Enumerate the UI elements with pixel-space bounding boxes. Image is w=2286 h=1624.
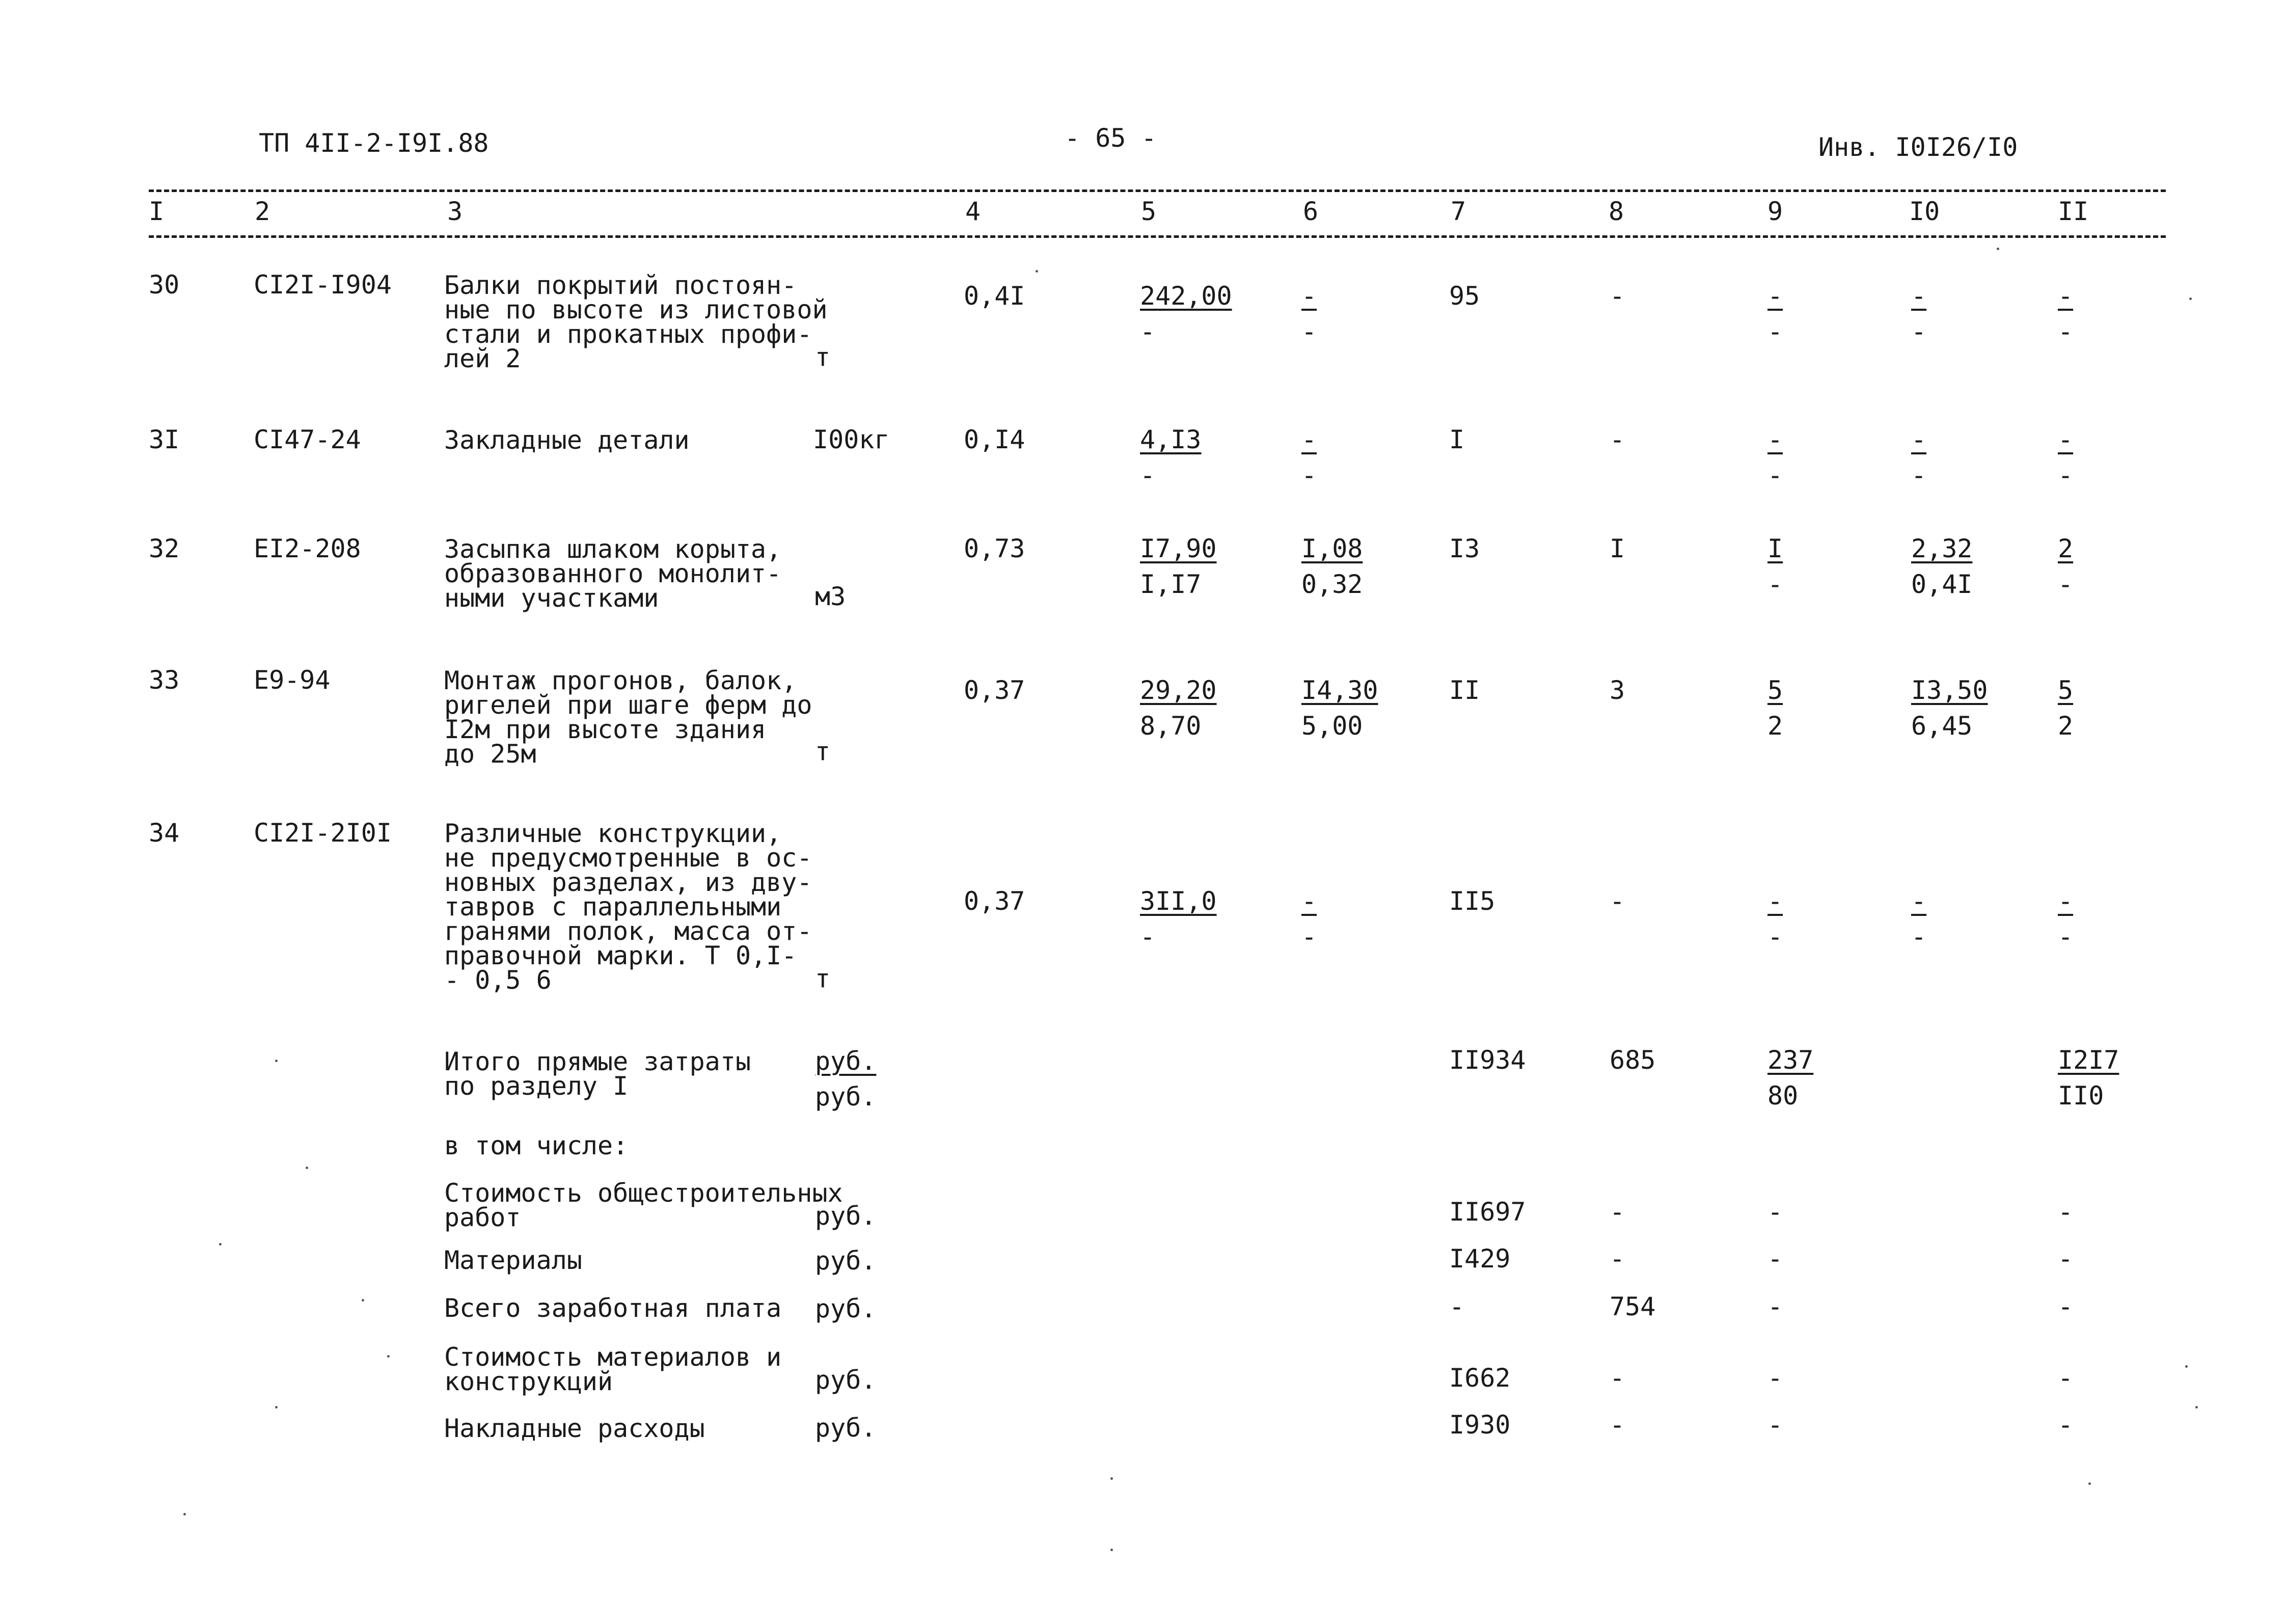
summary-col8: -	[1610, 1197, 1625, 1227]
header-bottom-rule	[149, 235, 2166, 238]
col8-value: I	[1610, 534, 1625, 563]
col5-fraction: 4,I3 -	[1140, 425, 1202, 490]
column-header: 7	[1451, 197, 1466, 226]
col9-fraction: - -	[1767, 281, 1783, 346]
col9-fraction: - -	[1767, 425, 1783, 490]
scan-speck	[219, 1243, 222, 1246]
total-col8: 685	[1610, 1045, 1656, 1075]
row-number: 3I	[149, 425, 180, 454]
including-label: в том числе:	[444, 1131, 629, 1160]
col11-fraction: $\frac{5}{2}$	[2058, 675, 2074, 741]
col6-fraction: $\frac{I,08}{0,32}$	[1301, 534, 1363, 599]
col8-value: -	[1610, 886, 1625, 916]
column-header: 2	[255, 197, 270, 226]
row-code: CI2I-I904	[254, 270, 392, 300]
col6-fraction: - -	[1301, 886, 1317, 952]
col8-value: -	[1610, 281, 1625, 311]
inventory-number: Инв. I0I26/I0	[1818, 132, 2018, 162]
summary-col9: -	[1767, 1244, 1783, 1274]
summary-col9: -	[1767, 1363, 1783, 1393]
row-quantity: 0,73	[964, 534, 1025, 563]
summary-unit: руб.	[815, 1413, 877, 1443]
total-label: Итого прямые затраты по разделу I	[444, 1047, 751, 1101]
col7-value: II5	[1449, 886, 1495, 916]
row-unit: т	[815, 964, 831, 993]
total-unit: руб.	[815, 1082, 877, 1112]
summary-col11: -	[2058, 1244, 2074, 1274]
summary-col7: I930	[1449, 1410, 1511, 1440]
summary-col8: -	[1610, 1244, 1625, 1274]
summary-col8: -	[1610, 1363, 1625, 1393]
scan-speck	[362, 1299, 364, 1302]
col11-fraction: 2 -	[2058, 534, 2074, 599]
col5-fraction: $\frac{I7,90}{I,I7}$	[1140, 534, 1217, 599]
row-quantity: 0,4I	[964, 281, 1025, 311]
header-top-rule	[149, 190, 2166, 192]
total-col9-fraction: $\frac{237}{80}$	[1767, 1045, 1814, 1111]
page-number: - 65 -	[1065, 123, 1157, 153]
scan-speck	[183, 1513, 186, 1515]
summary-label: Накладные расходы	[444, 1414, 705, 1443]
scan-speck	[1110, 1549, 1113, 1551]
col10-fraction: - -	[1911, 425, 1927, 490]
col10-fraction: $\frac{2,32}{0,4I}$	[1911, 534, 1973, 599]
scan-speck	[2195, 1406, 2198, 1409]
col6-fraction: $\frac{I4,30}{5,00}$	[1301, 675, 1378, 741]
scan-speck	[275, 1060, 278, 1062]
col9-fraction: I -	[1767, 534, 1783, 599]
summary-col8: 754	[1610, 1292, 1656, 1321]
row-code: EI2-208	[254, 534, 361, 563]
col7-value: I3	[1449, 534, 1480, 563]
col10-fraction: - -	[1911, 281, 1927, 346]
col9-fraction: $\frac{5}{2}$	[1767, 675, 1783, 741]
column-header: II	[2058, 197, 2089, 226]
col5-fraction: 242,00 -	[1140, 281, 1232, 346]
scan-speck	[1997, 248, 1999, 250]
col10-fraction: - -	[1911, 886, 1927, 952]
summary-col11: -	[2058, 1292, 2074, 1321]
total-unit: руб.	[815, 1046, 877, 1076]
total-col11-fraction: $\frac{I2I7}{II0}$	[2058, 1045, 2119, 1111]
scan-speck	[306, 1167, 308, 1169]
row-description: Засыпка шлаком корыта, образованного монолит- ными участками	[444, 534, 782, 613]
col5-fraction: $\frac{29,20}{8,70}$	[1140, 675, 1217, 741]
row-description: Различные конструкции, не предусмотренные в ос- новных разделах, из дву- тавров с параллельными гранями полок, масса от- правочной марки. Т 0,I- - 0,5 6	[444, 819, 812, 995]
col7-value: 95	[1449, 281, 1480, 311]
document-code: ТП 4II-2-I9I.88	[259, 128, 489, 158]
scan-speck	[387, 1355, 390, 1358]
summary-label: Материалы	[444, 1246, 582, 1275]
scan-speck	[2185, 1365, 2188, 1368]
summary-col7: -	[1449, 1292, 1465, 1321]
row-quantity: 0,37	[964, 886, 1025, 916]
summary-label: Стоимость общестроительных работ	[444, 1178, 843, 1232]
row-code: CI47-24	[254, 425, 361, 454]
summary-label: Всего заработная плата	[444, 1293, 782, 1323]
summary-col11: -	[2058, 1197, 2074, 1227]
summary-unit: руб.	[815, 1246, 877, 1276]
summary-label: Стоимость материалов и конструкций	[444, 1342, 782, 1396]
col5-fraction: 3II,0 -	[1140, 886, 1217, 952]
summary-col11: -	[2058, 1410, 2074, 1440]
col6-fraction: - -	[1301, 281, 1317, 346]
column-header: I0	[1909, 197, 1940, 226]
column-header: 4	[965, 197, 981, 226]
col9-fraction: - -	[1767, 886, 1783, 952]
col11-fraction: - -	[2058, 281, 2074, 346]
col7-value: I	[1449, 425, 1465, 454]
row-code: E9-94	[254, 665, 331, 695]
summary-col11: -	[2058, 1363, 2074, 1393]
row-description: Закладные детали	[444, 425, 690, 455]
scan-speck	[2088, 1482, 2091, 1485]
scan-speck	[1110, 1477, 1113, 1480]
summary-col9: -	[1767, 1292, 1783, 1321]
column-header: 3	[447, 197, 463, 226]
col7-value: II	[1449, 675, 1480, 705]
row-number: 32	[149, 534, 180, 563]
summary-col9: -	[1767, 1197, 1783, 1227]
col11-fraction: - -	[2058, 425, 2074, 490]
summary-unit: руб.	[815, 1201, 877, 1231]
row-unit: I00кг	[813, 425, 890, 454]
row-number: 34	[149, 818, 180, 848]
row-quantity: 0,37	[964, 675, 1025, 705]
row-unit: т	[815, 342, 831, 372]
summary-unit: руб.	[815, 1365, 877, 1395]
column-header: 9	[1767, 197, 1783, 226]
col8-value: -	[1610, 425, 1625, 454]
summary-col7: I429	[1449, 1244, 1511, 1274]
column-header: 8	[1609, 197, 1624, 226]
scan-speck	[1036, 270, 1038, 273]
total-col7: II934	[1449, 1045, 1526, 1075]
col8-value: 3	[1610, 675, 1625, 705]
summary-col7: II697	[1449, 1197, 1526, 1227]
col11-fraction: - -	[2058, 886, 2074, 952]
row-number: 33	[149, 665, 180, 695]
row-quantity: 0,I4	[964, 425, 1025, 454]
summary-col9: -	[1767, 1410, 1783, 1440]
col6-fraction: - -	[1301, 425, 1317, 490]
row-number: 30	[149, 270, 180, 300]
row-description: Балки покрытий постоян- ные по высоте из листовой стали и прокатных профи- лей 2	[444, 270, 828, 373]
row-description: Монтаж прогонов, балок, ригелей при шаге ферм до I2м при высоте здания до 25м	[444, 666, 812, 769]
column-header: 5	[1141, 197, 1157, 226]
row-unit: т	[815, 737, 831, 766]
scan-speck	[275, 1406, 278, 1409]
summary-unit: руб.	[815, 1294, 877, 1323]
col10-fraction: $\frac{I3,50}{6,45}$	[1911, 675, 1988, 741]
column-header: 6	[1303, 197, 1319, 226]
column-header: I	[149, 197, 165, 226]
row-code: CI2I-2I0I	[254, 818, 392, 848]
summary-col8: -	[1610, 1410, 1625, 1440]
summary-col7: I662	[1449, 1363, 1511, 1393]
scan-speck	[2189, 297, 2192, 300]
row-unit: м3	[815, 582, 846, 611]
